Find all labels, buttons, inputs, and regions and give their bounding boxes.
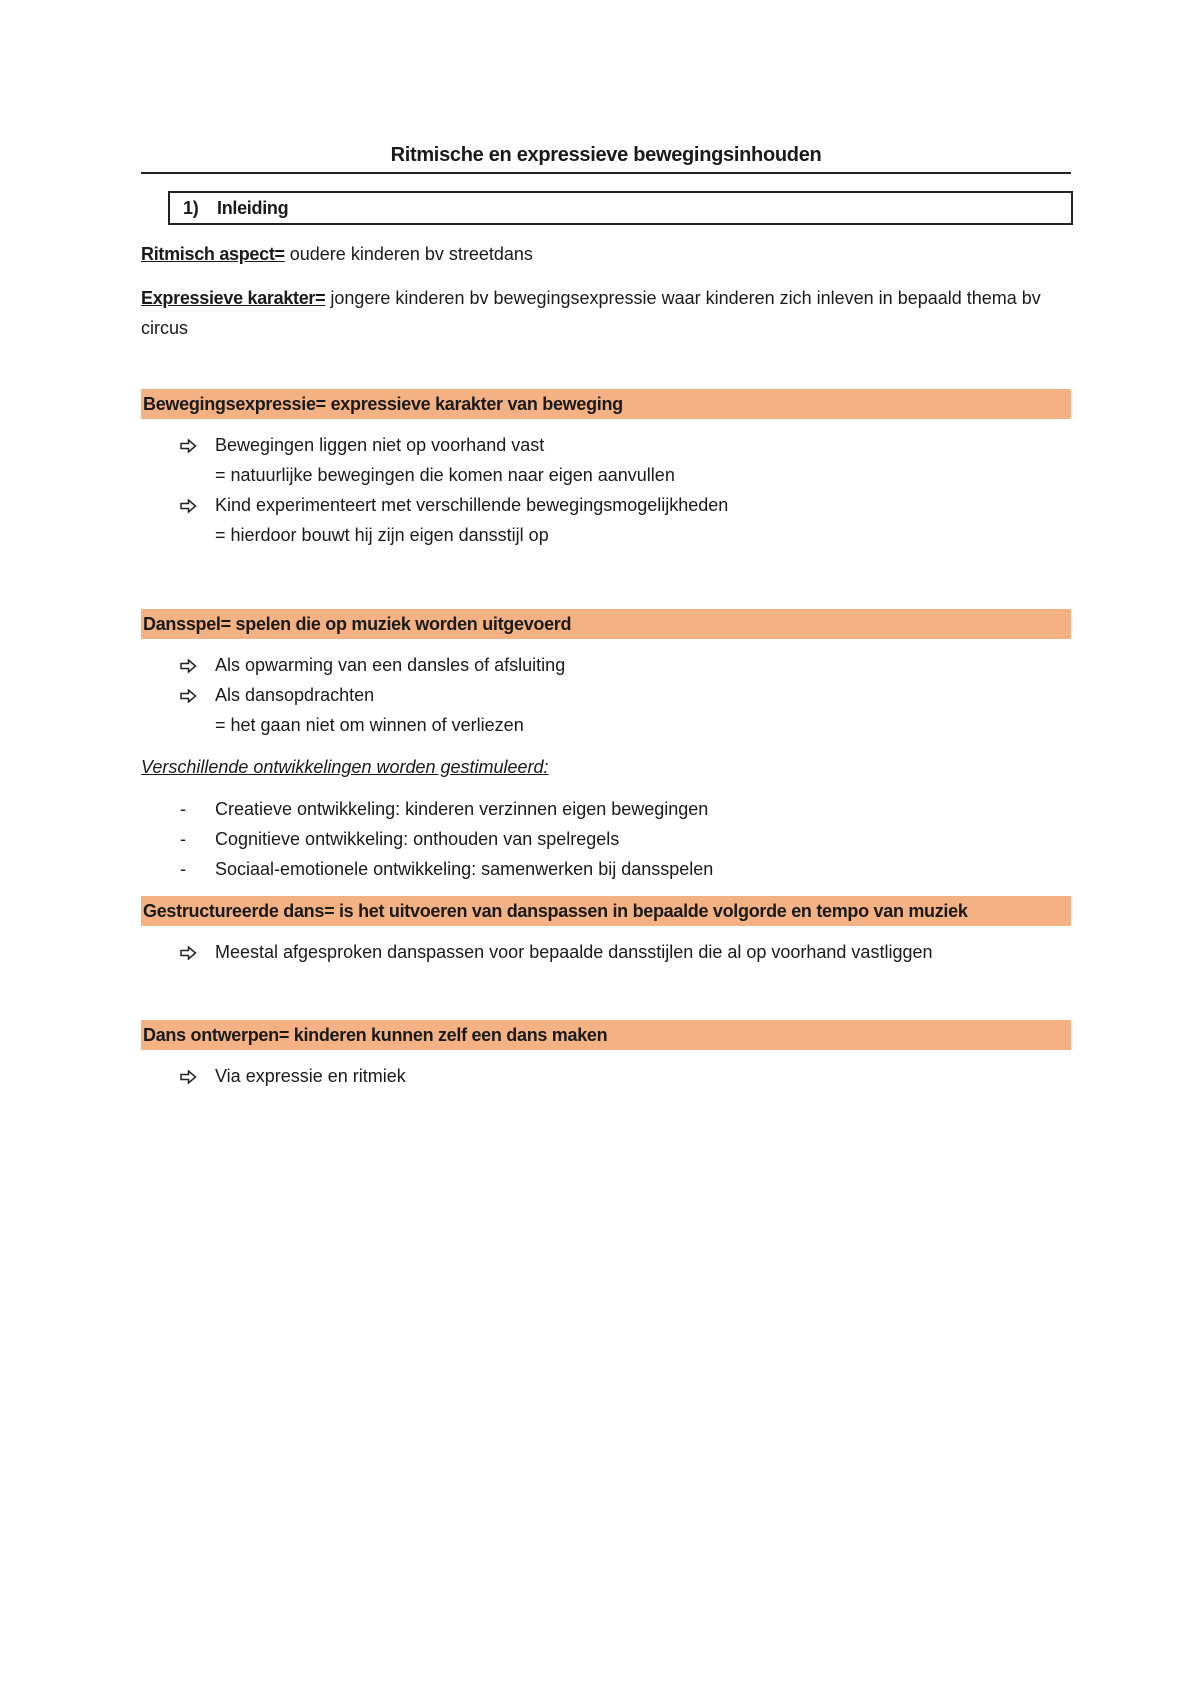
item-text: Kind experimenteert met verschillende bewegingsmogelijkheden — [215, 495, 729, 515]
list-item — [141, 794, 1071, 824]
item-text: Als opwarming van een dansles of afsluiting — [215, 655, 566, 675]
list-item — [141, 824, 1071, 854]
item-text: Meestal afgesproken danspassen voor bepaalde dansstijlen die al op voorhand vastliggen — [215, 942, 933, 962]
term-text: jongere kinderen bv bewegingsexpressie waar kinderen zich inleven in bepaald thema bv circus — [141, 288, 1041, 338]
list-item — [141, 490, 1071, 550]
list-gestructureerde-dans — [141, 937, 1071, 967]
list-ontwikkelingen — [141, 794, 1071, 884]
subheading-ontwikkelingen: Verschillende ontwikkelingen worden gestimuleerd: — [141, 757, 549, 777]
arrow-right-outline-icon — [180, 937, 200, 967]
arrow-right-outline-icon — [180, 1061, 200, 1091]
item-subtext: = het gaan niet om winnen of verliezen — [215, 715, 524, 735]
heading-dansspel: Dansspel= spelen die op muziek worden uitgevoerd — [141, 609, 1071, 639]
list-dans-ontwerpen — [141, 1061, 1071, 1091]
term-label: Expressieve karakter= — [141, 288, 326, 308]
section-number: 1) — [183, 198, 199, 218]
item-text: Als dansopdrachten — [215, 685, 375, 705]
arrow-right-outline-icon — [180, 650, 200, 680]
item-text: Via expressie en ritmiek — [215, 1066, 406, 1086]
item-text: Cognitieve ontwikkeling: onthouden van spelregels — [215, 829, 620, 849]
list-item — [141, 650, 1071, 680]
list-item — [141, 680, 1071, 740]
heading-gestructureerde-dans: Gestructureerde dans= is het uitvoeren van danspassen in bepaalde volgorde en tempo van muziek — [141, 896, 1071, 926]
document-title: Ritmische en expressieve bewegingsinhouden — [141, 138, 1071, 174]
list-bewegingsexpressie — [141, 430, 1071, 550]
section-label: Inleiding — [217, 198, 289, 218]
arrow-right-outline-icon — [180, 430, 200, 460]
intro-expressief — [141, 283, 1071, 343]
term-label: Ritmisch aspect= — [141, 244, 285, 264]
intro-ritmisch — [141, 239, 1071, 269]
section-heading-inleiding — [168, 191, 1073, 225]
arrow-right-outline-icon — [180, 680, 200, 710]
item-subtext: = hierdoor bouwt hij zijn eigen dansstijl op — [215, 525, 549, 545]
term-text: oudere kinderen bv streetdans — [284, 244, 533, 264]
document-page — [141, 138, 1071, 1091]
heading-dans-ontwerpen: Dans ontwerpen= kinderen kunnen zelf een dans maken — [141, 1020, 1071, 1050]
item-text: Creatieve ontwikkeling: kinderen verzinnen eigen bewegingen — [215, 799, 709, 819]
item-text: Bewegingen liggen niet op voorhand vast — [215, 435, 545, 455]
item-subtext: = natuurlijke bewegingen die komen naar eigen aanvullen — [215, 465, 675, 485]
list-item — [141, 430, 1071, 490]
heading-bewegingsexpressie: Bewegingsexpressie= expressieve karakter van beweging — [141, 389, 1071, 419]
list-item — [141, 937, 1071, 967]
dash-marker: - — [180, 799, 186, 819]
list-dansspel — [141, 650, 1071, 740]
list-item — [141, 854, 1071, 884]
dash-marker: - — [180, 829, 186, 849]
dash-marker: - — [180, 859, 186, 879]
arrow-right-outline-icon — [180, 490, 200, 520]
list-item — [141, 1061, 1071, 1091]
item-text: Sociaal-emotionele ontwikkeling: samenwerken bij dansspelen — [215, 859, 714, 879]
